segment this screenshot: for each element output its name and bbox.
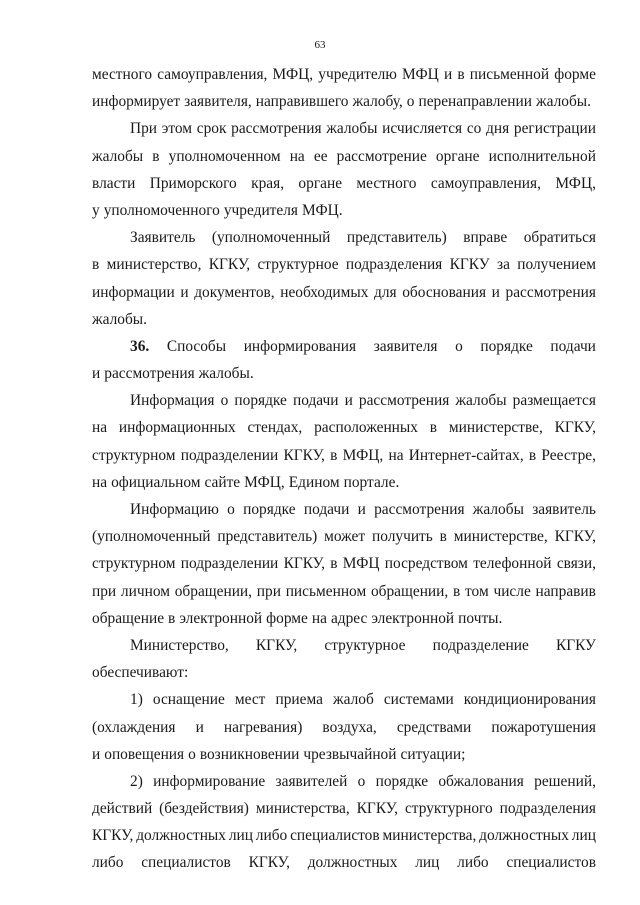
word: рассмотрения: [374, 501, 465, 518]
word: получить: [371, 528, 433, 546]
word: у: [92, 201, 100, 219]
text-line: [92, 442, 596, 469]
word: подразделении: [180, 555, 279, 573]
text-line: [92, 523, 596, 550]
word: подразделение: [432, 636, 529, 654]
text-line: [92, 849, 596, 876]
word: на: [92, 419, 108, 437]
word: (охлаждения: [92, 718, 176, 736]
word: органе: [435, 147, 480, 165]
word: информирование: [153, 772, 266, 790]
word: либо: [457, 854, 489, 872]
word: регистрации: [513, 120, 596, 138]
word: Приморского: [149, 174, 237, 192]
text-line: [92, 170, 596, 197]
word: министерство,: [106, 256, 202, 274]
word: подачи: [303, 501, 350, 518]
word: рассмотрения: [505, 283, 596, 301]
word: может: [324, 528, 366, 546]
text-line: [92, 306, 596, 333]
word: на: [92, 473, 108, 491]
word: МФЦ: [402, 66, 439, 83]
word: средствами: [396, 718, 472, 736]
word: жалобы.: [535, 93, 591, 111]
word: лиц: [228, 827, 253, 845]
word: подразделении: [180, 446, 279, 464]
word: либо: [255, 827, 288, 845]
word: почты.: [458, 609, 503, 627]
word: получением: [517, 256, 596, 274]
word: МФЦ,: [244, 473, 285, 491]
word: должностных: [307, 854, 398, 872]
word: адрес: [330, 609, 368, 627]
word: Способы: [166, 337, 227, 355]
word: подачи: [550, 337, 596, 355]
word: жалобы: [326, 120, 378, 138]
word: МФЦ,: [272, 66, 314, 83]
word: лиц: [571, 827, 596, 845]
word: портале.: [343, 473, 400, 491]
word: порядке: [243, 501, 296, 518]
word: числе: [493, 582, 531, 600]
word: и: [92, 745, 101, 763]
word: стендах,: [247, 419, 303, 437]
word: МФЦ.: [302, 201, 343, 219]
word: и: [491, 283, 500, 301]
word: в: [330, 555, 338, 573]
text-line: [92, 469, 596, 496]
word: срок: [196, 120, 227, 138]
word: подразделения: [499, 800, 596, 818]
word: 2): [130, 772, 143, 790]
word: в: [152, 147, 160, 165]
word: в: [330, 446, 338, 464]
word: заявитель: [532, 501, 596, 518]
word: и: [92, 365, 101, 383]
word: специалистов: [141, 854, 231, 872]
word: КГКУ,: [356, 800, 399, 818]
word: (уполномоченный: [92, 528, 211, 546]
word: структурное: [324, 636, 406, 654]
word: и: [357, 501, 366, 518]
word: необходимых: [280, 283, 369, 301]
word: жалобы.: [92, 310, 147, 328]
word: КГКУ,: [255, 636, 298, 654]
text-line: [92, 768, 596, 795]
word: мест: [234, 691, 266, 709]
word: возникновении: [199, 745, 300, 763]
word: местного: [92, 66, 153, 83]
word: системами: [383, 691, 454, 709]
word: в: [457, 66, 465, 83]
word: размещается: [512, 392, 596, 410]
word: письменном: [285, 582, 367, 600]
word: решений,: [534, 772, 596, 790]
word: министерства,: [382, 827, 477, 845]
word: приема: [275, 691, 323, 709]
word: КГКУ,: [208, 256, 251, 274]
word: обеспечивают:: [92, 664, 189, 682]
word: в: [453, 582, 461, 600]
word: на: [289, 147, 305, 165]
word: специалистов: [290, 827, 380, 845]
word: КГКУ,: [554, 419, 596, 437]
word: обжалования: [438, 772, 524, 790]
text-line: [92, 61, 596, 88]
word: лиц: [415, 854, 440, 872]
word: электронной: [371, 609, 455, 627]
word: 36.: [130, 337, 150, 355]
word: власти: [92, 174, 136, 192]
word: порядке: [234, 392, 287, 410]
word: местного: [356, 174, 417, 192]
word: документов,: [194, 283, 275, 301]
word: о: [455, 337, 463, 355]
word: ситуации;: [400, 745, 466, 763]
word: информации: [92, 283, 175, 301]
word: в: [168, 609, 176, 627]
word: том: [465, 582, 489, 600]
word: структурное: [257, 256, 339, 274]
word: жалобы: [92, 147, 144, 165]
word: оснащение: [152, 691, 225, 709]
word: специалистов: [506, 854, 596, 872]
word: структурном: [92, 555, 176, 573]
word: учредителя: [223, 201, 299, 219]
word: жалобу,: [352, 93, 403, 111]
word: чрезвычайной: [303, 745, 397, 763]
word: форме: [266, 609, 308, 627]
word: МФЦ: [342, 555, 380, 573]
word: оповещения: [104, 745, 185, 763]
text-line: [92, 659, 596, 686]
word: подразделения: [345, 256, 443, 274]
text-line: [92, 714, 596, 741]
word: КГКУ,: [92, 827, 134, 845]
word: письменной: [469, 66, 550, 83]
word: кондиционирования: [463, 691, 596, 709]
word: уполномоченного: [103, 201, 220, 219]
word: в: [528, 446, 537, 464]
text-line: [92, 605, 596, 632]
word: порядке: [375, 772, 429, 790]
word: дня: [486, 120, 510, 138]
word: нагревания): [223, 718, 303, 736]
word: и: [443, 66, 453, 83]
word: Заявитель: [130, 229, 196, 247]
text-line: [92, 632, 596, 659]
word: о: [406, 93, 415, 111]
text-line: [92, 578, 596, 605]
word: учредителю: [318, 66, 397, 83]
word: структурного: [404, 800, 493, 818]
document-body: [92, 61, 596, 877]
word: жалобы.: [198, 365, 254, 383]
word: министерстве,: [448, 419, 543, 437]
text-line: [92, 496, 596, 523]
word: уполномоченном: [168, 147, 281, 165]
text-line: [92, 115, 596, 142]
word: Министерство,: [130, 636, 229, 654]
word: перенаправлении: [418, 93, 532, 111]
text-line: [92, 550, 596, 577]
word: на: [311, 609, 327, 627]
text-line: [92, 795, 596, 822]
word: в: [92, 256, 100, 274]
word: информирует: [92, 93, 181, 111]
word: на: [388, 446, 404, 464]
word: воздуха,: [322, 718, 377, 736]
word: и: [344, 392, 353, 410]
word: либо: [92, 854, 124, 872]
word: (бездействия): [159, 800, 249, 818]
word: пожаротушения: [491, 718, 596, 736]
word: рассмотрение: [336, 147, 427, 165]
word: заявителя: [373, 337, 438, 355]
word: при: [92, 582, 117, 600]
word: структурном: [92, 446, 176, 464]
word: представитель): [217, 528, 318, 546]
word: форме: [554, 66, 596, 83]
word: о: [227, 501, 235, 518]
text-line: [92, 387, 596, 414]
text-line: [92, 686, 596, 713]
word: КГКУ,: [248, 854, 290, 872]
text-line: [92, 197, 596, 224]
word: КГКУ: [449, 256, 490, 274]
word: представитель): [346, 229, 447, 247]
word: МФЦ,: [555, 174, 596, 192]
word: обращении,: [174, 582, 253, 600]
word: действий: [92, 800, 153, 818]
word: телефонной: [473, 555, 552, 573]
word: при: [256, 582, 281, 600]
word: обратиться: [523, 229, 596, 247]
word: в: [439, 528, 447, 546]
word: рассмотрения: [358, 392, 450, 410]
word: этом: [161, 120, 193, 138]
word: (уполномоченный: [211, 229, 331, 247]
word: официальном: [111, 473, 201, 491]
word: порядке: [480, 337, 533, 355]
text-line: [92, 224, 596, 251]
word: и: [180, 283, 189, 301]
word: КГКУ,: [283, 555, 325, 573]
page-number: 63: [314, 39, 326, 51]
word: вправе: [463, 229, 508, 247]
word: должностных: [136, 827, 226, 845]
word: должностных: [479, 827, 569, 845]
word: связи,: [556, 555, 596, 573]
word: посредством: [384, 555, 468, 573]
word: информирования: [243, 337, 357, 355]
word: обращении,: [370, 582, 449, 600]
word: информационных: [118, 419, 236, 437]
word: личном: [120, 582, 170, 600]
word: исчисляется: [382, 120, 463, 138]
word: электронной: [179, 609, 263, 627]
word: Реестре,: [541, 446, 596, 464]
word: министерстве,: [453, 528, 548, 546]
word: и: [195, 718, 204, 736]
text-line: [92, 360, 596, 387]
word: обращение: [92, 609, 165, 627]
word: жалобы: [455, 392, 507, 410]
word: Информация: [130, 392, 215, 410]
word: рассмотрения: [104, 365, 195, 383]
word: ее: [313, 147, 328, 165]
word: подачи: [292, 392, 339, 410]
word: направившего: [255, 93, 349, 111]
word: для: [374, 283, 397, 301]
text-line: [92, 251, 596, 278]
word: Едином: [288, 473, 340, 491]
word: о: [188, 745, 196, 763]
word: КГКУ,: [554, 528, 596, 546]
word: жалобы: [472, 501, 524, 518]
word: в: [429, 419, 438, 437]
word: Интернет-сайтах,: [408, 446, 524, 464]
text-line: [92, 741, 596, 768]
word: расположенных: [314, 419, 418, 437]
word: заявителя,: [184, 93, 252, 111]
word: При: [130, 120, 158, 138]
word: органе: [298, 174, 343, 192]
word: за: [496, 256, 510, 274]
word: обоснования: [402, 283, 487, 301]
word: МФЦ,: [342, 446, 384, 464]
word: КГКУ,: [283, 446, 325, 464]
word: жалоб: [332, 691, 374, 709]
word: сайте: [204, 473, 241, 491]
word: о: [220, 392, 229, 410]
text-line: [92, 279, 596, 306]
text-line: [92, 143, 596, 170]
word: рассмотрения: [231, 120, 322, 138]
word: Информацию: [130, 501, 219, 518]
word: о: [357, 772, 366, 790]
word: заявителей: [275, 772, 348, 790]
word: КГКУ: [555, 636, 596, 654]
word: министерства,: [255, 800, 350, 818]
text-line: [92, 333, 596, 360]
word: исполнительной: [488, 147, 596, 165]
word: 1): [130, 691, 143, 709]
text-line: [92, 414, 596, 441]
word: самоуправления,: [157, 66, 268, 83]
text-line: [92, 822, 596, 849]
word: направив: [535, 582, 596, 600]
word: со: [466, 120, 482, 138]
word: края,: [251, 174, 285, 192]
text-line: [92, 88, 596, 115]
word: самоуправления,: [430, 174, 541, 192]
